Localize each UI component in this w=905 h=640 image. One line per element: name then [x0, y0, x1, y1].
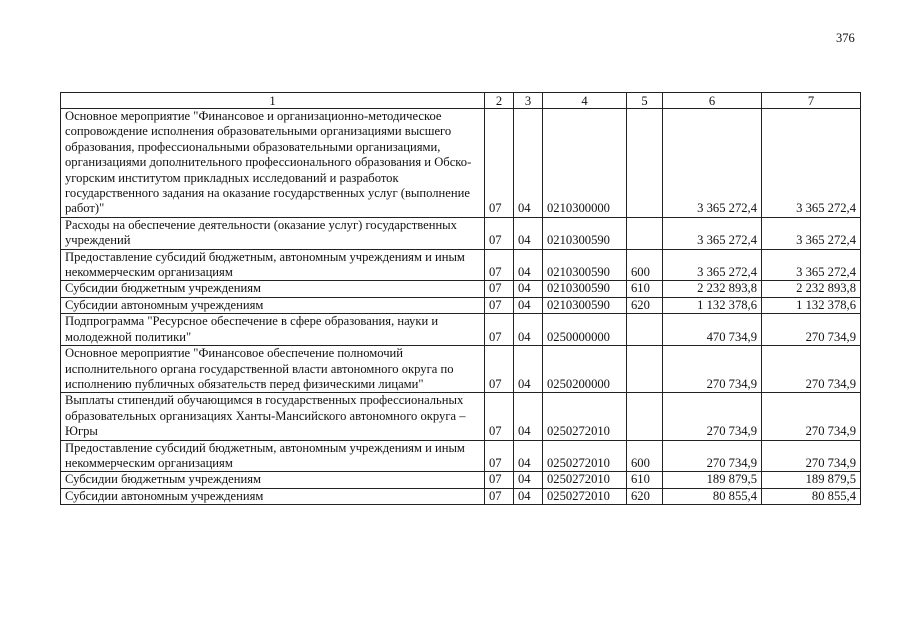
expense-type-cell: 610: [627, 281, 663, 297]
subsection-code-cell: 04: [514, 346, 543, 393]
amount-year2-cell: 270 734,9: [762, 346, 861, 393]
target-article-cell: 0210300590: [543, 217, 627, 249]
expense-type-cell: 620: [627, 488, 663, 504]
column-header: 2: [485, 93, 514, 109]
row-name-cell: Расходы на обеспечение деятельности (оказание услуг) государственных учреждений: [61, 217, 485, 249]
target-article-cell: 0250272010: [543, 440, 627, 472]
table-row: [61, 393, 861, 440]
subsection-code-cell: 04: [514, 217, 543, 249]
expense-type-cell: [627, 346, 663, 393]
section-code-cell: 07: [485, 314, 514, 346]
target-article-cell: 0210300590: [543, 281, 627, 297]
target-article-cell: 0250272010: [543, 393, 627, 440]
amount-year2-cell: 1 132 378,6: [762, 297, 861, 313]
amount-year2-cell: 270 734,9: [762, 440, 861, 472]
table-row: [61, 297, 861, 313]
amount-year1-cell: 3 365 272,4: [663, 109, 762, 218]
subsection-code-cell: 04: [514, 249, 543, 281]
subsection-code-cell: 04: [514, 109, 543, 218]
section-code-cell: 07: [485, 109, 514, 218]
amount-year1-cell: 470 734,9: [663, 314, 762, 346]
table-row: [61, 346, 861, 393]
column-header: 6: [663, 93, 762, 109]
column-header: 7: [762, 93, 861, 109]
table-row: [61, 488, 861, 504]
column-header: 3: [514, 93, 543, 109]
section-code-cell: 07: [485, 297, 514, 313]
target-article-cell: 0250000000: [543, 314, 627, 346]
amount-year2-cell: 80 855,4: [762, 488, 861, 504]
subsection-code-cell: 04: [514, 472, 543, 488]
expense-type-cell: [627, 393, 663, 440]
subsection-code-cell: 04: [514, 393, 543, 440]
amount-year1-cell: 270 734,9: [663, 393, 762, 440]
section-code-cell: 07: [485, 393, 514, 440]
row-name-cell: Субсидии автономным учреждениям: [61, 297, 485, 313]
column-header: 4: [543, 93, 627, 109]
subsection-code-cell: 04: [514, 314, 543, 346]
section-code-cell: 07: [485, 217, 514, 249]
column-header: 1: [61, 93, 485, 109]
section-code-cell: 07: [485, 249, 514, 281]
amount-year2-cell: 3 365 272,4: [762, 217, 861, 249]
amount-year1-cell: 80 855,4: [663, 488, 762, 504]
expense-type-cell: 610: [627, 472, 663, 488]
section-code-cell: 07: [485, 281, 514, 297]
expense-type-cell: 620: [627, 297, 663, 313]
budget-table: [60, 92, 861, 505]
row-name-cell: Основное мероприятие "Финансовое и организационно-методическое сопровождение исполнения образовательными организациями высшего образования, профессиональными образовательными организациями, организациями дополнительного профессионального образования и Обско-угорским институтом прикладных исследований и разработок государственного задания на оказание государственных услуг (выполнение работ)": [61, 109, 485, 218]
amount-year1-cell: 270 734,9: [663, 346, 762, 393]
expense-type-cell: 600: [627, 440, 663, 472]
amount-year1-cell: 2 232 893,8: [663, 281, 762, 297]
section-code-cell: 07: [485, 440, 514, 472]
amount-year2-cell: 3 365 272,4: [762, 109, 861, 218]
amount-year1-cell: 3 365 272,4: [663, 217, 762, 249]
amount-year1-cell: 3 365 272,4: [663, 249, 762, 281]
row-name-cell: Субсидии бюджетным учреждениям: [61, 472, 485, 488]
target-article-cell: 0210300590: [543, 297, 627, 313]
target-article-cell: 0250272010: [543, 488, 627, 504]
section-code-cell: 07: [485, 346, 514, 393]
amount-year2-cell: 3 365 272,4: [762, 249, 861, 281]
table-row: [61, 472, 861, 488]
subsection-code-cell: 04: [514, 297, 543, 313]
row-name-cell: Субсидии автономным учреждениям: [61, 488, 485, 504]
row-name-cell: Предоставление субсидий бюджетным, автономным учреждениям и иным некоммерческим организациям: [61, 249, 485, 281]
page-number: 376: [836, 31, 855, 45]
table-row: [61, 249, 861, 281]
table-row: [61, 281, 861, 297]
amount-year1-cell: 189 879,5: [663, 472, 762, 488]
expense-type-cell: [627, 217, 663, 249]
table-row: [61, 217, 861, 249]
target-article-cell: 0250272010: [543, 472, 627, 488]
table-header-row: [61, 93, 861, 109]
amount-year2-cell: 2 232 893,8: [762, 281, 861, 297]
column-header: 5: [627, 93, 663, 109]
subsection-code-cell: 04: [514, 281, 543, 297]
target-article-cell: 0250200000: [543, 346, 627, 393]
amount-year2-cell: 270 734,9: [762, 314, 861, 346]
target-article-cell: 0210300000: [543, 109, 627, 218]
row-name-cell: Предоставление субсидий бюджетным, автономным учреждениям и иным некоммерческим организациям: [61, 440, 485, 472]
row-name-cell: Основное мероприятие "Финансовое обеспечение полномочий исполнительного органа государственной власти автономного округа по исполнению публичных обязательств перед физическими лицами": [61, 346, 485, 393]
subsection-code-cell: 04: [514, 440, 543, 472]
row-name-cell: Выплаты стипендий обучающимся в государственных профессиональных образовательных организациях Ханты-Мансийского автономного округа – Югры: [61, 393, 485, 440]
expense-type-cell: [627, 109, 663, 218]
expense-type-cell: [627, 314, 663, 346]
table-row: [61, 314, 861, 346]
expense-type-cell: 600: [627, 249, 663, 281]
table-row: [61, 440, 861, 472]
amount-year1-cell: 1 132 378,6: [663, 297, 762, 313]
row-name-cell: Субсидии бюджетным учреждениям: [61, 281, 485, 297]
amount-year2-cell: 270 734,9: [762, 393, 861, 440]
section-code-cell: 07: [485, 472, 514, 488]
target-article-cell: 0210300590: [543, 249, 627, 281]
subsection-code-cell: 04: [514, 488, 543, 504]
amount-year2-cell: 189 879,5: [762, 472, 861, 488]
row-name-cell: Подпрограмма "Ресурсное обеспечение в сфере образования, науки и молодежной политики": [61, 314, 485, 346]
section-code-cell: 07: [485, 488, 514, 504]
table-row: [61, 109, 861, 218]
amount-year1-cell: 270 734,9: [663, 440, 762, 472]
